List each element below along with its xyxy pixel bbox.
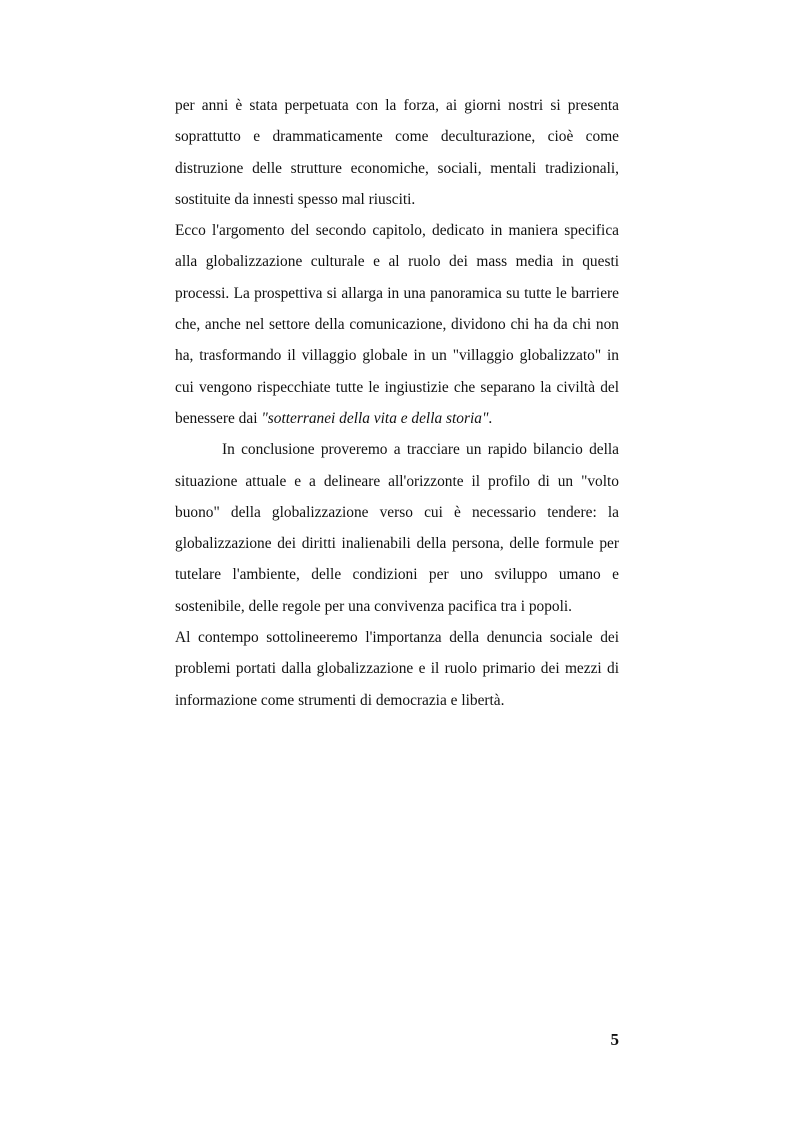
- paragraph-2-text: Ecco l'argomento del secondo capitolo, dedicato in maniera specifica alla globalizzazione culturale e al ruolo dei mass media in questi processi. La prospettiva si allarga in una panoramica su tutte le barriere che, anche nel settore della comunicazione, dividono chi ha da chi non ha, trasformando il villaggio globale in un "villaggio globalizzato" in cui vengono rispecchiate tutte le ingiustizie che separano la civiltà del benessere dai: [175, 222, 619, 427]
- paragraph-3: [175, 434, 619, 622]
- paragraph-2: [175, 215, 619, 434]
- paragraph-1-text: per anni è stata perpetuata con la forza, ai giorni nostri si presenta soprattutto e drammaticamente come deculturazione, cioè come distruzione delle strutture economiche, sociali, mentali tradizionali, sostituite da innesti spesso mal riusciti.: [175, 97, 619, 208]
- paragraph-4: [175, 622, 619, 716]
- paragraph-1: [175, 90, 619, 215]
- paragraph-4-text: Al contempo sottolineeremo l'importanza della denuncia sociale dei problemi portati dalla globalizzazione e il ruolo primario dei mezzi di informazione come strumenti di democrazia e libertà.: [175, 629, 619, 709]
- paragraph-3-text: In conclusione proveremo a tracciare un rapido bilancio della situazione attuale e a delineare all'orizzonte il profilo di un "volto buono" della globalizzazione verso cui è necessario tendere: la globalizzazione dei diritti inalienabili della persona, delle formule per tutelare l'ambiente, delle condizioni per uno sviluppo umano e sostenibile, delle regole per una convivenza pacifica tra i popoli.: [175, 441, 619, 615]
- body-text: [175, 90, 619, 716]
- page-number: 5: [610, 1030, 619, 1049]
- paragraph-2-end: .: [488, 409, 493, 427]
- paragraph-2-quote: "sotterranei della vita e della storia": [261, 409, 489, 427]
